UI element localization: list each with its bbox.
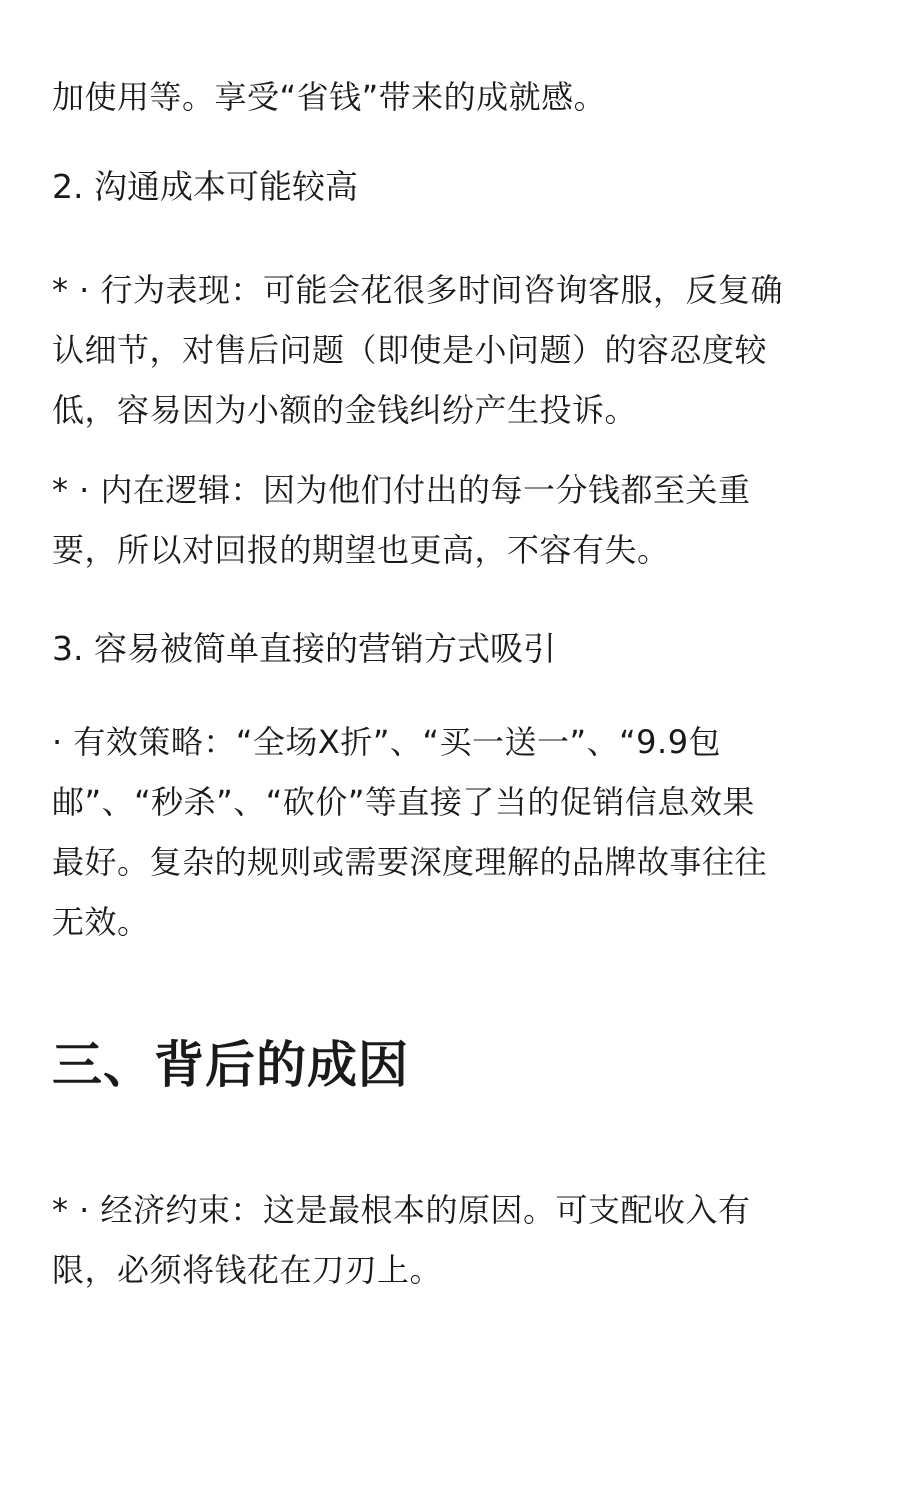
text-line: 2. 沟通成本可能较高 xyxy=(52,167,358,206)
text-line: * · 内在逻辑：因为他们付出的每一分钱都至关重 xyxy=(52,471,751,509)
text-line: · 有效策略：“全场X折”、“买一送一”、“9.9包 xyxy=(52,723,722,761)
point-3-heading xyxy=(52,620,556,678)
text-line: * · 行为表现：可能会花很多时间咨询客服，反复确 xyxy=(52,271,784,309)
text-line: 认细节，对售后问题（即使是小问题）的容忍度较 xyxy=(52,331,768,369)
text-line: 最好。复杂的规则或需要深度理解的品牌故事往往 xyxy=(52,843,768,881)
text-line: 低，容易因为小额的金钱纠纷产生投诉。 xyxy=(52,391,638,429)
intro-paragraph xyxy=(52,68,606,126)
text-line: 要，所以对回报的期望也更高，不容有失。 xyxy=(52,531,670,569)
text-line: 3. 容易被简单直接的营销方式吸引 xyxy=(52,629,556,668)
economic-bullet xyxy=(52,1180,751,1300)
strategy-bullet xyxy=(52,712,767,952)
text-line: 三、背后的成因 xyxy=(52,1036,409,1094)
text-line: 限，必须将钱花在刀刃上。 xyxy=(52,1251,443,1289)
text-line: 邮”、“秒杀”、“砍价”等直接了当的促销信息效果 xyxy=(52,783,755,821)
text-line: 加使用等。享受“省钱”带来的成就感。 xyxy=(52,78,607,116)
section-title xyxy=(52,1030,409,1100)
behavior-bullet xyxy=(52,260,783,440)
point-2-heading xyxy=(52,158,358,216)
text-line: 无效。 xyxy=(52,903,150,941)
logic-bullet xyxy=(52,460,751,580)
text-line: * · 经济约束：这是最根本的原因。可支配收入有 xyxy=(52,1191,751,1229)
